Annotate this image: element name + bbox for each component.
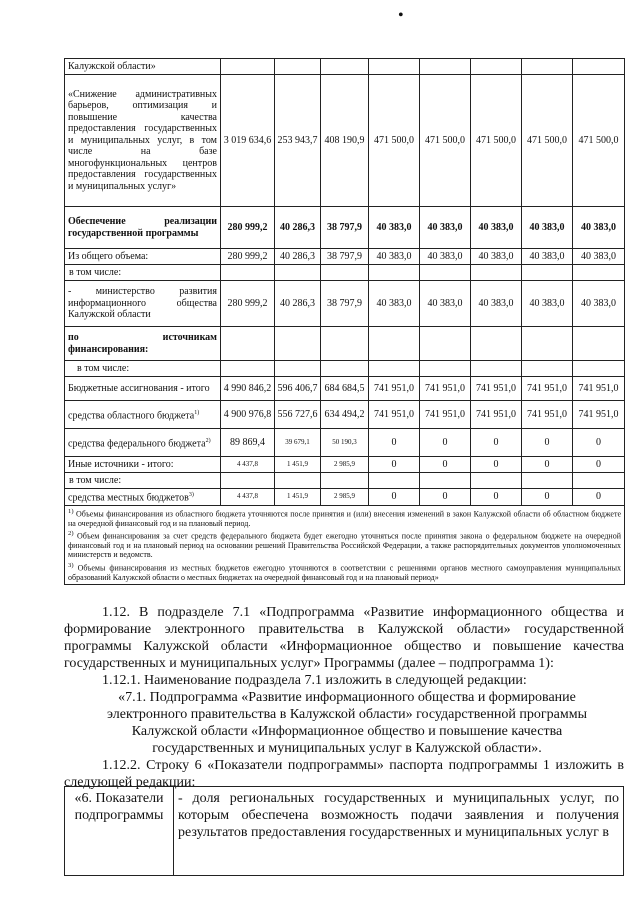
value-cell: 40 383,0 bbox=[573, 207, 625, 249]
value-cell: 40 383,0 bbox=[420, 249, 471, 265]
row-label-text: в том числе: bbox=[77, 362, 130, 374]
table-row bbox=[65, 265, 625, 281]
value-cell: 40 383,0 bbox=[522, 281, 573, 327]
row-label bbox=[65, 489, 221, 506]
value-cell: 38 797,9 bbox=[321, 207, 369, 249]
value-cell: 40 383,0 bbox=[573, 281, 625, 327]
footnote-ref: 2) bbox=[205, 437, 211, 444]
value-cell: 0 bbox=[573, 457, 625, 473]
value-cell bbox=[471, 361, 522, 377]
value-cell bbox=[471, 59, 522, 75]
row-label-text: Из общего объема: bbox=[68, 250, 149, 262]
value-cell bbox=[221, 361, 275, 377]
value-cell: 741 951,0 bbox=[522, 377, 573, 401]
financing-table bbox=[64, 58, 625, 585]
footnote-number: 1) bbox=[68, 507, 74, 515]
value-cell bbox=[275, 265, 321, 281]
value-cell: 741 951,0 bbox=[369, 377, 420, 401]
value-cell bbox=[471, 265, 522, 281]
row-label-text: в том числе: bbox=[69, 266, 122, 278]
value-cell bbox=[369, 59, 420, 75]
table-row bbox=[65, 401, 625, 429]
paragraph-1-12: 1.12. В подразделе 7.1 «Подпрограмма «Развитие информационного общества и формирование электронного правительства в Калужской области» государственной программы Калужской области «Информационное общество и повышение качества государственных и муниципальных услуг» Программы (далее – подпрограмма 1): bbox=[64, 605, 624, 671]
value-cell: 4 990 846,2 bbox=[221, 377, 275, 401]
value-cell bbox=[420, 361, 471, 377]
value-cell: 1 451,9 bbox=[275, 489, 321, 506]
value-cell: 471 500,0 bbox=[522, 75, 573, 207]
row-label-text: в том числе: bbox=[69, 474, 122, 486]
value-cell: 0 bbox=[471, 457, 522, 473]
value-cell: 39 679,1 bbox=[275, 429, 321, 457]
value-cell: 634 494,2 bbox=[321, 401, 369, 429]
table-row bbox=[65, 429, 625, 457]
value-cell bbox=[471, 327, 522, 361]
row-label-text: средства областного бюджета bbox=[68, 409, 195, 421]
row-label-text: средства федерального бюджета bbox=[68, 437, 206, 449]
value-cell: 40 383,0 bbox=[522, 249, 573, 265]
notes-row bbox=[65, 505, 625, 584]
value-cell: 38 797,9 bbox=[321, 281, 369, 327]
value-cell bbox=[275, 327, 321, 361]
value-cell: 280 999,2 bbox=[221, 207, 275, 249]
value-cell: 741 951,0 bbox=[573, 377, 625, 401]
table-row bbox=[65, 281, 625, 327]
value-cell bbox=[275, 361, 321, 377]
value-cell: 0 bbox=[471, 429, 522, 457]
value-cell bbox=[420, 59, 471, 75]
value-cell bbox=[321, 59, 369, 75]
value-cell: 89 869,4 bbox=[221, 429, 275, 457]
value-cell: 741 951,0 bbox=[471, 377, 522, 401]
value-cell: 40 383,0 bbox=[369, 281, 420, 327]
value-cell: 0 bbox=[420, 489, 471, 506]
value-cell: 556 727,6 bbox=[275, 401, 321, 429]
value-cell: 0 bbox=[369, 429, 420, 457]
passport-row bbox=[65, 787, 624, 876]
value-cell bbox=[522, 59, 573, 75]
value-cell bbox=[221, 59, 275, 75]
row-label bbox=[65, 401, 221, 429]
value-cell: 471 500,0 bbox=[420, 75, 471, 207]
value-cell: 596 406,7 bbox=[275, 377, 321, 401]
footnote-number: 2) bbox=[68, 530, 74, 538]
value-cell bbox=[221, 473, 275, 489]
row-label-text: Иные источники - итого: bbox=[68, 458, 174, 470]
row-label-text: Обеспечение реализации государственной программы bbox=[68, 216, 217, 239]
value-cell bbox=[522, 361, 573, 377]
top-mark: • bbox=[398, 7, 404, 24]
value-cell: 0 bbox=[573, 429, 625, 457]
value-cell bbox=[573, 361, 625, 377]
value-cell: 50 190,3 bbox=[321, 429, 369, 457]
footnote-ref: 1) bbox=[194, 409, 200, 416]
value-cell: 0 bbox=[522, 489, 573, 506]
footnote bbox=[68, 561, 621, 582]
value-cell bbox=[321, 361, 369, 377]
row-label bbox=[65, 249, 221, 265]
row-label bbox=[65, 281, 221, 327]
table-row bbox=[65, 327, 625, 361]
value-cell: 2 985,9 bbox=[321, 489, 369, 506]
row-label-text: - министерство развития информационного общества Калужской области bbox=[68, 286, 217, 321]
table-row bbox=[65, 377, 625, 401]
paragraph-quote-7-1: «7.1. Подпрограмма «Развитие информационного общества и формирование электронного правительства в Калужской области» государственной программы Калужской области «Информационное общество и повышение качества государственных и муниципальных услуг в Калужской области». bbox=[107, 690, 587, 756]
value-cell: 253 943,7 bbox=[275, 75, 321, 207]
value-cell: 408 190,9 bbox=[321, 75, 369, 207]
table-row bbox=[65, 59, 625, 75]
footnote bbox=[68, 529, 621, 560]
value-cell bbox=[321, 473, 369, 489]
value-cell bbox=[522, 265, 573, 281]
value-cell bbox=[471, 473, 522, 489]
value-cell: 0 bbox=[573, 489, 625, 506]
value-cell: 40 286,3 bbox=[275, 207, 321, 249]
table-row bbox=[65, 207, 625, 249]
paragraph-1-12-1: 1.12.1. Наименование подраздела 7.1 изложить в следующей редакции: bbox=[102, 673, 527, 688]
row-label bbox=[65, 75, 221, 207]
value-cell: 471 500,0 bbox=[573, 75, 625, 207]
value-cell: 684 684,5 bbox=[321, 377, 369, 401]
value-cell: 40 383,0 bbox=[369, 249, 420, 265]
table-row bbox=[65, 457, 625, 473]
row-label bbox=[65, 473, 221, 489]
value-cell: 38 797,9 bbox=[321, 249, 369, 265]
value-cell: 0 bbox=[522, 457, 573, 473]
footnote bbox=[68, 507, 621, 528]
row-label-text: «Снижение административных барьеров, оптимизация и повышение качества предоставления государственных и муниципальных услуг, в том числе на базе многофункциональных центров предоставления государственных и муниципальных услуг» bbox=[68, 88, 217, 192]
value-cell: 40 383,0 bbox=[420, 281, 471, 327]
value-cell bbox=[573, 265, 625, 281]
row-label bbox=[65, 457, 221, 473]
value-cell bbox=[522, 327, 573, 361]
value-cell: 0 bbox=[471, 489, 522, 506]
value-cell: 3 019 634,6 bbox=[221, 75, 275, 207]
row-label-text: Калужской области» bbox=[68, 60, 156, 72]
value-cell: 40 383,0 bbox=[369, 207, 420, 249]
value-cell: 0 bbox=[420, 457, 471, 473]
value-cell: 741 951,0 bbox=[420, 377, 471, 401]
value-cell: 40 383,0 bbox=[420, 207, 471, 249]
value-cell: 40 383,0 bbox=[471, 207, 522, 249]
value-cell: 280 999,2 bbox=[221, 281, 275, 327]
value-cell: 280 999,2 bbox=[221, 249, 275, 265]
value-cell bbox=[573, 327, 625, 361]
value-cell bbox=[369, 473, 420, 489]
table-row bbox=[65, 249, 625, 265]
passport-table bbox=[64, 786, 624, 876]
row-label bbox=[65, 327, 221, 361]
row-label bbox=[65, 59, 221, 75]
value-cell bbox=[573, 473, 625, 489]
value-cell bbox=[420, 265, 471, 281]
footnote-text: Объемы финансирования из местных бюджетов ежегодно уточняются в соответствии с решениями органов местного самоуправления муниципальных образований Калужской области о местных бюджетах на очередной финансовый год и на плановый период» bbox=[68, 563, 621, 582]
value-cell: 40 286,3 bbox=[275, 281, 321, 327]
table-row bbox=[65, 473, 625, 489]
paragraph-1-12-2: 1.12.2. Строку 6 «Показатели подпрограммы» паспорта подпрограммы 1 изложить в следующей редакции: bbox=[64, 758, 624, 790]
table-row bbox=[65, 361, 625, 377]
value-cell bbox=[321, 327, 369, 361]
row-label bbox=[65, 377, 221, 401]
footnote-text: Объемы финансирования из областного бюджета уточняются после принятия и (или) внесения изменений в закон Калужской области об областном бюджете на очередной финансовый год и на плановый период. bbox=[68, 509, 621, 528]
value-cell: 40 286,3 bbox=[275, 249, 321, 265]
value-cell: 741 951,0 bbox=[573, 401, 625, 429]
value-cell bbox=[573, 59, 625, 75]
row-label-text: Бюджетные ассигнования - итого bbox=[68, 382, 210, 394]
value-cell: 741 951,0 bbox=[420, 401, 471, 429]
value-cell bbox=[420, 473, 471, 489]
value-cell: 40 383,0 bbox=[522, 207, 573, 249]
row-label-text: по источникам финансирования: bbox=[68, 332, 217, 355]
value-cell: 741 951,0 bbox=[369, 401, 420, 429]
value-cell: 0 bbox=[420, 429, 471, 457]
value-cell: 741 951,0 bbox=[522, 401, 573, 429]
value-cell: 0 bbox=[522, 429, 573, 457]
value-cell: 4 900 976,8 bbox=[221, 401, 275, 429]
value-cell: 40 383,0 bbox=[471, 249, 522, 265]
value-cell: 2 985,9 bbox=[321, 457, 369, 473]
row-label-text: средства местных бюджетов bbox=[68, 492, 189, 504]
passport-label: «6. Показатели подпрограммы bbox=[65, 787, 174, 876]
value-cell bbox=[420, 327, 471, 361]
body-text bbox=[64, 604, 624, 791]
value-cell bbox=[321, 265, 369, 281]
value-cell: 4 437,8 bbox=[221, 457, 275, 473]
row-label bbox=[65, 361, 221, 377]
value-cell: 0 bbox=[369, 489, 420, 506]
value-cell: 0 bbox=[369, 457, 420, 473]
value-cell bbox=[369, 361, 420, 377]
value-cell bbox=[522, 473, 573, 489]
footnote-number: 3) bbox=[68, 561, 74, 569]
value-cell: 1 451,9 bbox=[275, 457, 321, 473]
passport-value: - доля региональных государственных и муниципальных услуг, по которым обеспечена возможность подачи заявления и получения результатов предоставления государственных и муниципальных услуг в bbox=[174, 787, 624, 876]
value-cell bbox=[369, 265, 420, 281]
value-cell bbox=[275, 59, 321, 75]
value-cell: 471 500,0 bbox=[369, 75, 420, 207]
value-cell: 4 437,8 bbox=[221, 489, 275, 506]
row-label bbox=[65, 429, 221, 457]
value-cell: 471 500,0 bbox=[471, 75, 522, 207]
row-label bbox=[65, 207, 221, 249]
footnote-ref: 3) bbox=[188, 492, 194, 498]
table-row bbox=[65, 75, 625, 207]
footnotes bbox=[65, 505, 625, 584]
value-cell bbox=[275, 473, 321, 489]
value-cell bbox=[221, 327, 275, 361]
table-row bbox=[65, 489, 625, 506]
value-cell: 40 383,0 bbox=[471, 281, 522, 327]
value-cell bbox=[369, 327, 420, 361]
value-cell: 40 383,0 bbox=[573, 249, 625, 265]
value-cell: 741 951,0 bbox=[471, 401, 522, 429]
value-cell bbox=[221, 265, 275, 281]
row-label bbox=[65, 265, 221, 281]
footnote-text: Объем финансирования за счет средств федерального бюджета будет ежегодно уточняться после принятия закона о федеральном бюджете на очередной финансовый год и на плановый период на основании решений Правительства Российской Федерации, а также распорядительных документов уполномоченных министерств и ведомств. bbox=[68, 531, 621, 560]
